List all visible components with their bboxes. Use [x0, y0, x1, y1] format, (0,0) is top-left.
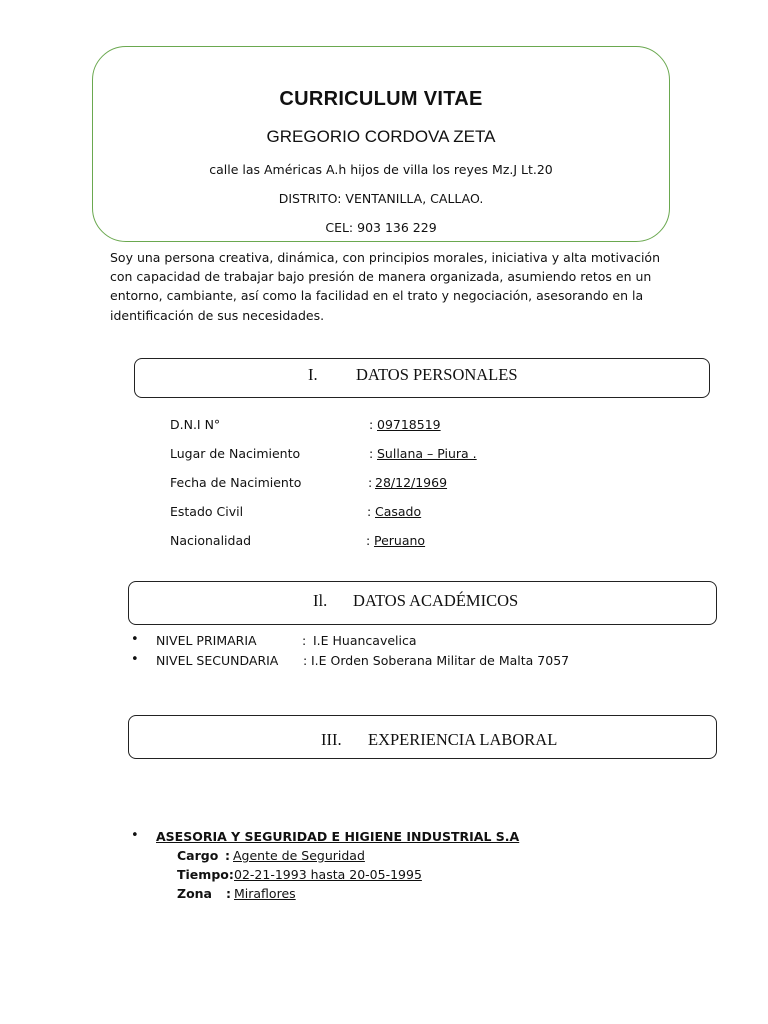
secondary-level-label: NIVEL SECUNDARIA — [156, 653, 279, 668]
section-experience-number: III. — [321, 730, 342, 749]
dni-value: 09718519 — [377, 417, 441, 432]
birthplace-value: Sullana – Piura . — [377, 446, 477, 461]
primary-colon: : — [302, 633, 307, 648]
section-experience-title: EXPERIENCIA LABORAL — [368, 730, 558, 749]
civil-status-colon: : — [367, 504, 372, 519]
bullet-icon: • — [131, 652, 139, 667]
person-name: GREGORIO CORDOVA ZETA — [266, 127, 496, 146]
nationality-value: Peruano — [374, 533, 426, 548]
civil-status-label: Estado Civil — [170, 504, 244, 519]
section-personal-number: I. — [308, 365, 318, 384]
job-title-colon: : — [225, 848, 230, 863]
nationality-colon: : — [366, 533, 371, 548]
secondary-school: I.E Orden Soberana Militar de Malta 7057 — [311, 653, 570, 668]
birthdate-colon: : — [368, 475, 373, 490]
section-personal-title: DATOS PERSONALES — [356, 365, 518, 384]
job-period-label: Tiempo: — [177, 867, 234, 882]
company-name: ASESORIA Y SEGURIDAD E HIGIENE INDUSTRIAL S.A — [156, 829, 520, 844]
birthdate-value: 28/12/1969 — [375, 475, 448, 490]
section-academic-title: DATOS ACADÉMICOS — [353, 591, 519, 610]
cv-title: CURRICULUM VITAE — [279, 88, 483, 110]
job-zone-value: Miraflores — [234, 886, 296, 901]
job-title-label: Cargo — [177, 848, 219, 863]
dni-label: D.N.I N° — [170, 417, 221, 432]
primary-level-label: NIVEL PRIMARIA — [156, 633, 257, 648]
profile-summary: Soy una persona creativa, dinámica, con principios morales, iniciativa y alta motivación con capacidad de trabajar bajo presión de manera organizada, asumiendo retos en un entorno, cambiante, así como la facilidad en el trato y negociación, asesorando en la identificación de sus necesidades. — [110, 250, 660, 323]
birthplace-label: Lugar de Nacimiento — [170, 446, 301, 461]
birthdate-label: Fecha de Nacimiento — [170, 475, 302, 490]
nationality-label: Nacionalidad — [170, 533, 252, 548]
secondary-colon: : — [303, 653, 308, 668]
job-period-value: 02-21-1993 hasta 20-05-1995 — [234, 867, 422, 882]
civil-status-value: Casado — [375, 504, 422, 519]
primary-school: I.E Huancavelica — [313, 633, 417, 648]
bullet-icon: • — [131, 632, 139, 647]
section-academic-number: Il. — [313, 591, 328, 610]
district: DISTRITO: VENTANILLA, CALLAO. — [278, 191, 484, 206]
dni-colon: : — [369, 417, 374, 432]
bullet-icon: • — [131, 828, 139, 843]
job-zone-label: Zona — [177, 886, 212, 901]
address: calle las Américas A.h hijos de villa los reyes Mz.J Lt.20 — [209, 162, 553, 177]
birthplace-colon: : — [369, 446, 374, 461]
phone: CEL: 903 136 229 — [325, 220, 437, 235]
job-title-value: Agente de Seguridad — [233, 848, 365, 863]
job-zone-colon: : — [226, 886, 231, 901]
